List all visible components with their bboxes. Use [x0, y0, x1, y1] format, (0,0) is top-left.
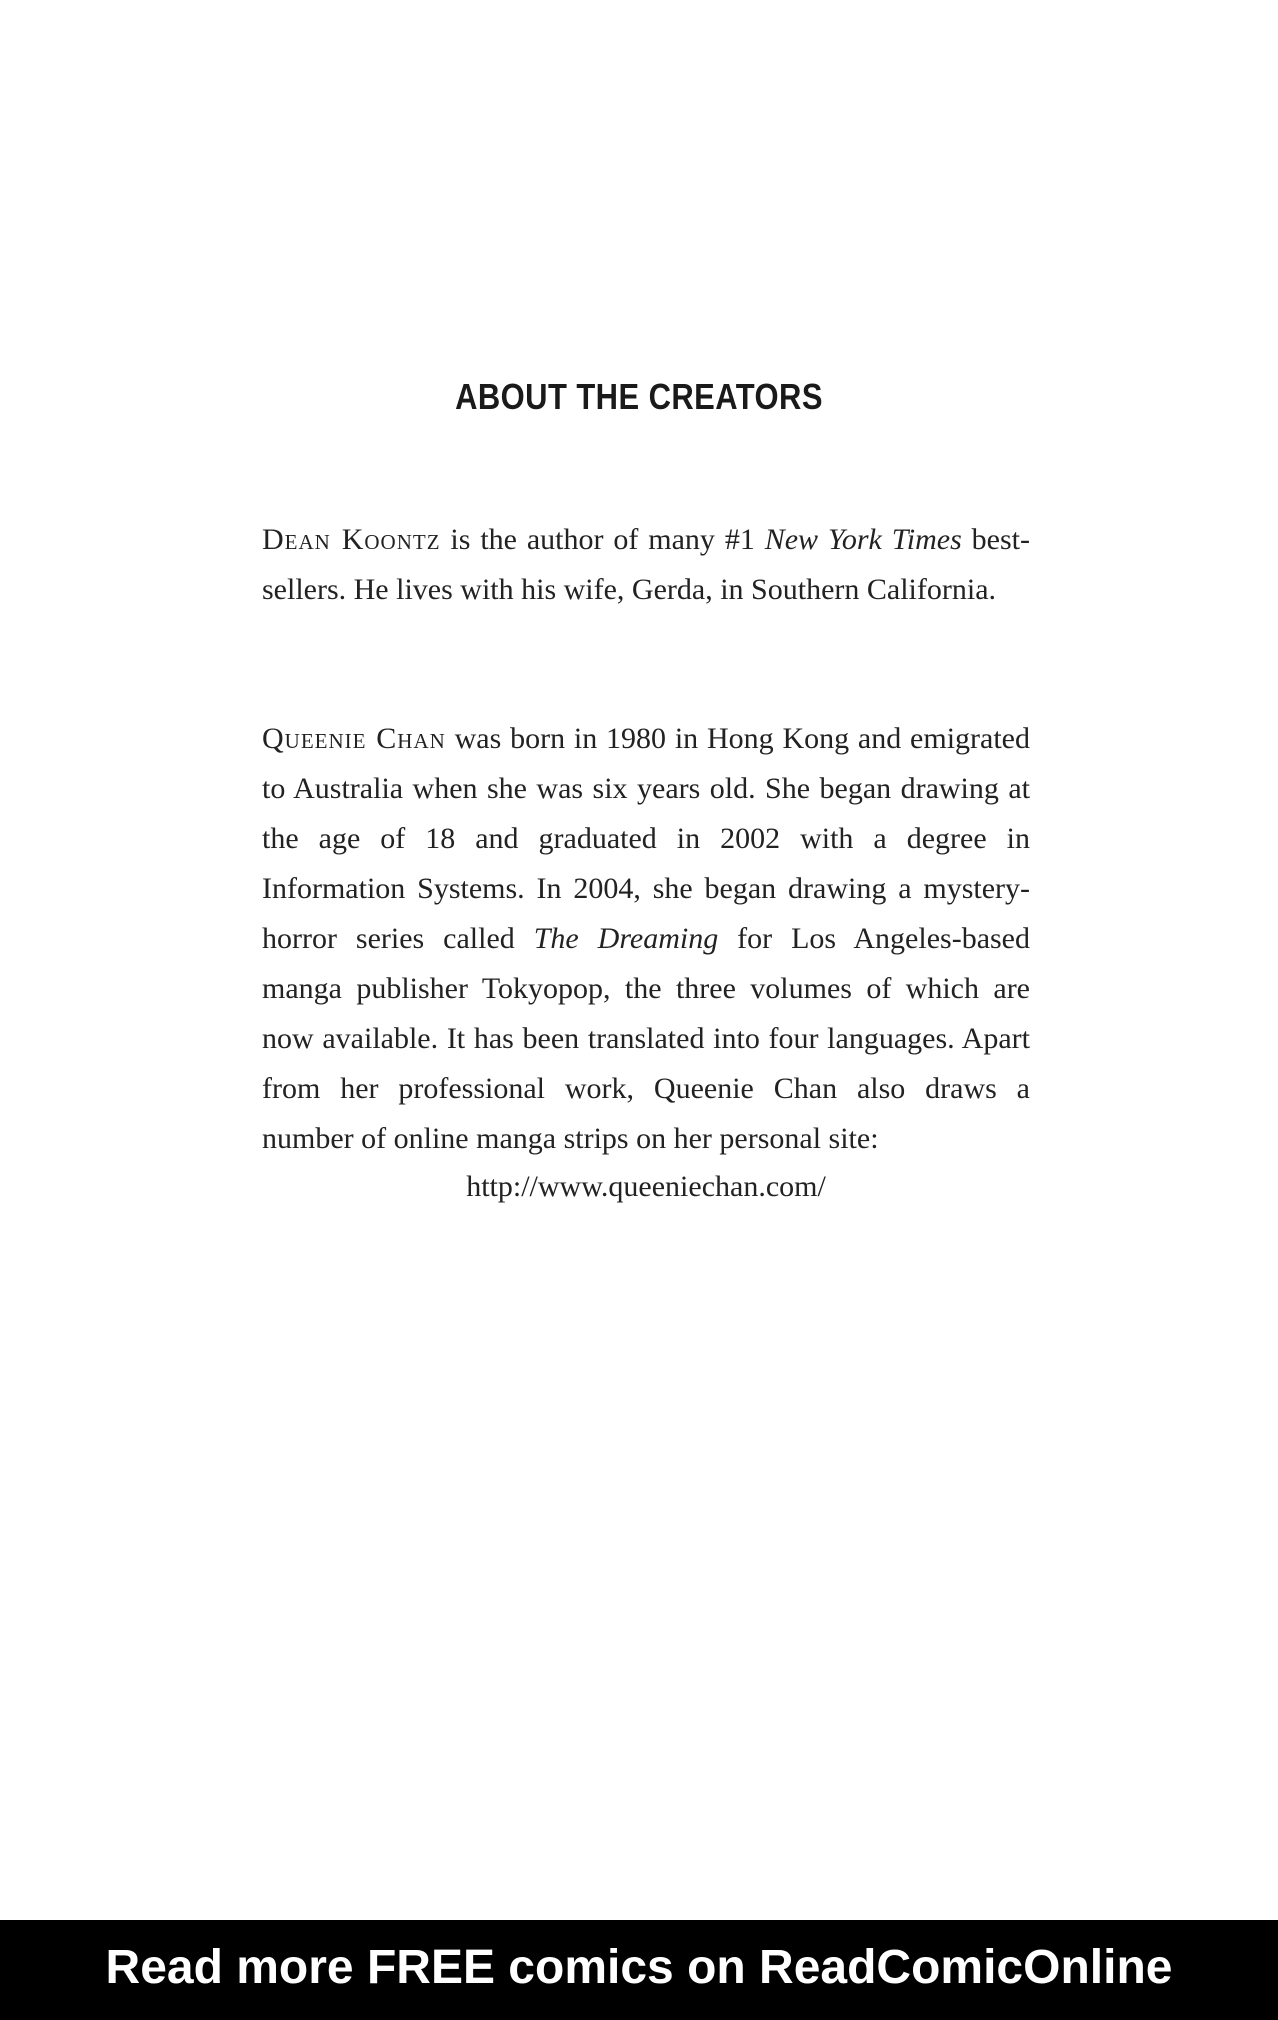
chan-bio-text-1: was born in 1980 in Hong Kong and emigrated to Australia when she was six years old. She began drawing at the age of 18 and graduated in 2002 with a degree in Information Systems. In 2004, she began drawing a mystery-horror series called — [262, 722, 1030, 955]
koontz-name: Dean Koontz — [262, 523, 441, 556]
chan-bio-text-2: for Los Angeles-based manga publisher Tokyopop, the three volumes of which are now available. It has been translated into four languages. Apart from her professional work, Queenie Chan also draws a number of online manga strips on her personal site: — [262, 922, 1030, 1155]
chan-bio-italic: The Dreaming — [533, 922, 719, 955]
koontz-bio-text-1: is the author of many #1 — [440, 523, 765, 556]
footer-banner-text: Read more FREE comics on ReadComicOnline — [105, 1941, 1173, 1994]
personal-site-url: http://www.queeniechan.com/ — [466, 1170, 826, 1203]
page-title: ABOUT THE CREATORS — [455, 376, 823, 417]
chan-bio — [262, 714, 1030, 1164]
koontz-bio-text-2: bestsellers. He lives with his wife, Gerda, in Southern California. — [262, 523, 1030, 606]
footer-banner — [0, 1920, 1278, 2020]
koontz-bio-italic: New York Times — [764, 523, 962, 556]
koontz-bio — [262, 515, 1030, 615]
chan-name: Queenie Chan — [262, 722, 446, 755]
